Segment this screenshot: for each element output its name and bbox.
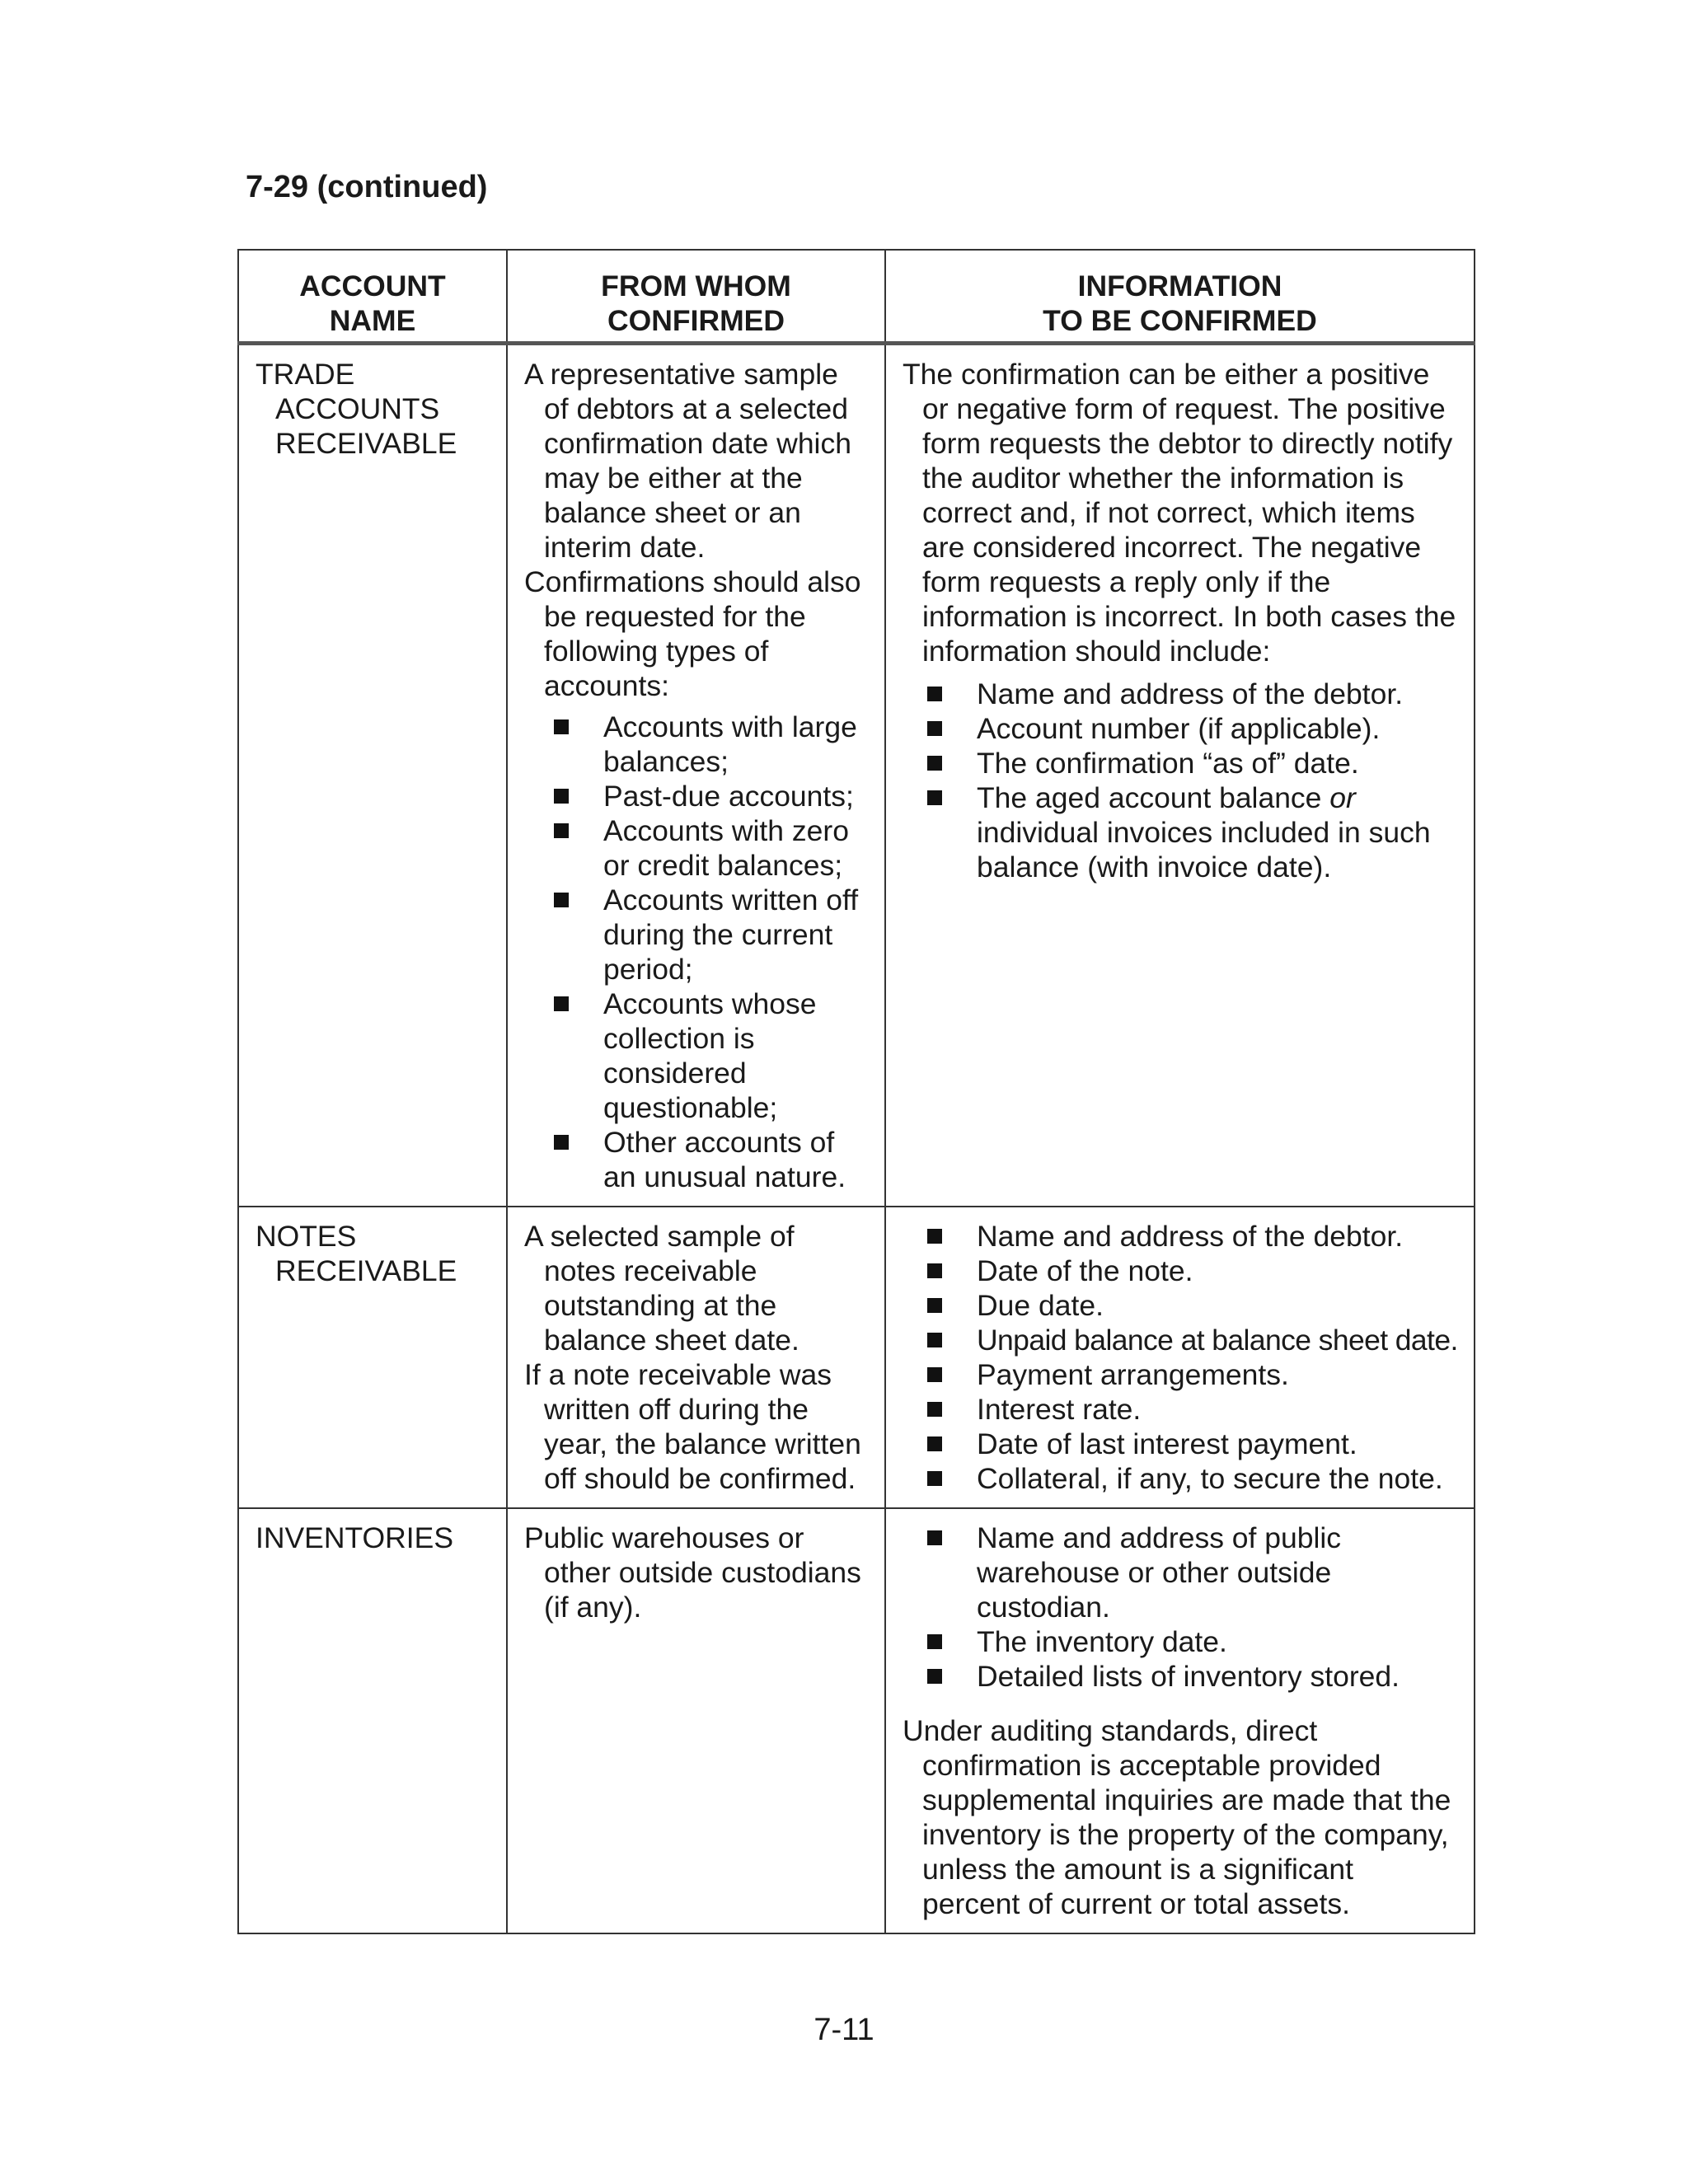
list-item: Accounts with large balances; [554, 710, 870, 779]
square-bullet-icon [927, 1634, 942, 1649]
square-bullet-icon [927, 1530, 942, 1545]
list-item: Name and address of public warehouse or other outside custodian. [927, 1521, 1459, 1624]
square-bullet-icon [927, 1471, 942, 1486]
paragraph: Confirmations should also be requested for the following types of accounts: [524, 565, 861, 702]
square-bullet-icon [927, 1669, 942, 1684]
list-item: The confirmation “as of” date. [927, 746, 1459, 780]
square-bullet-icon [554, 893, 569, 907]
list-item: Name and address of the debtor. [927, 677, 1459, 711]
square-bullet-icon [554, 789, 569, 804]
page-number: 7-11 [814, 2013, 874, 2047]
header-from-whom: FROM WHOM CONFIRMED [507, 250, 885, 344]
list-item: Interest rate. [927, 1392, 1459, 1427]
information-cell [885, 1207, 1475, 1508]
list-item: Accounts with zero or credit balances; [554, 813, 870, 883]
table-row-inventories [238, 1508, 1475, 1933]
account-name-cell: TRADE ACCOUNTS RECEIVABLE [238, 344, 507, 1207]
table-header-row [238, 250, 1475, 344]
square-bullet-icon [927, 1402, 942, 1417]
square-bullet-icon [927, 1298, 942, 1313]
header-information: INFORMATION TO BE CONFIRMED [885, 250, 1475, 344]
list-item: Detailed lists of inventory stored. [927, 1659, 1459, 1694]
paragraph: A selected sample of notes receivable outstanding at the balance sheet date. [524, 1220, 799, 1357]
paragraph: If a note receivable was written off during the year, the balance written off should be confirmed. [524, 1358, 861, 1495]
bullet-list [524, 710, 870, 1194]
square-bullet-icon [554, 719, 569, 734]
paragraph: Public warehouses or other outside custodians (if any). [524, 1521, 861, 1624]
account-name-cell: NOTES RECEIVABLE [238, 1207, 507, 1508]
list-item: The inventory date. [927, 1624, 1459, 1659]
bullet-list [903, 677, 1459, 884]
list-item: Name and address of the debtor. [927, 1219, 1459, 1254]
paragraph: The confirmation can be either a positive or negative form of request. The positive form requests the debtor to directly notify the auditor whether the information is correct and, if not correct, which items are considered incorrect. The negative form requests a reply only if the information is incorrect. In both cases the information should include: [903, 358, 1456, 668]
square-bullet-icon [927, 1333, 942, 1347]
square-bullet-icon [927, 687, 942, 701]
square-bullet-icon [554, 996, 569, 1011]
confirmation-table [237, 249, 1475, 1934]
list-item: Accounts whose collection is considered questionable; [554, 987, 870, 1125]
bullet-list [903, 1521, 1459, 1694]
account-name-cell: INVENTORIES [238, 1508, 507, 1933]
list-item: Date of the note. [927, 1254, 1459, 1288]
square-bullet-icon [927, 721, 942, 736]
list-item: Unpaid balance at balance sheet date. [927, 1323, 1459, 1357]
square-bullet-icon [554, 1135, 569, 1150]
table-row-trade-accounts-receivable [238, 344, 1475, 1207]
table-row-notes-receivable [238, 1207, 1475, 1508]
list-item: Payment arrangements. [927, 1357, 1459, 1392]
header-account-name: ACCOUNT NAME [238, 250, 507, 344]
list-item: The aged account balance or individual invoices included in such balance (with invoice date). [927, 780, 1459, 884]
paragraph: A representative sample of debtors at a selected confirmation date which may be either at the balance sheet or an interim date. [524, 358, 851, 564]
list-item: Past-due accounts; [554, 779, 870, 813]
square-bullet-icon [927, 756, 942, 771]
paragraph: Under auditing standards, direct confirmation is acceptable provided supplemental inquiries are made that the inventory is the property of the company, unless the amount is a significant percent of current or total assets. [903, 1714, 1451, 1920]
square-bullet-icon [927, 790, 942, 805]
square-bullet-icon [927, 1367, 942, 1382]
list-item: Due date. [927, 1288, 1459, 1323]
page-heading: 7-29 (continued) [246, 170, 488, 204]
square-bullet-icon [927, 1229, 942, 1244]
square-bullet-icon [554, 823, 569, 838]
information-cell [885, 1508, 1475, 1933]
from-whom-cell [507, 344, 885, 1207]
list-item: Other accounts of an unusual nature. [554, 1125, 870, 1194]
bullet-list [903, 1219, 1459, 1496]
square-bullet-icon [927, 1436, 942, 1451]
square-bullet-icon [927, 1263, 942, 1278]
information-cell [885, 344, 1475, 1207]
list-item: Accounts written off during the current period; [554, 883, 870, 987]
from-whom-cell [507, 1508, 885, 1933]
from-whom-cell [507, 1207, 885, 1508]
list-item: Collateral, if any, to secure the note. [927, 1461, 1459, 1496]
list-item: Date of last interest payment. [927, 1427, 1459, 1461]
list-item: Account number (if applicable). [927, 711, 1459, 746]
